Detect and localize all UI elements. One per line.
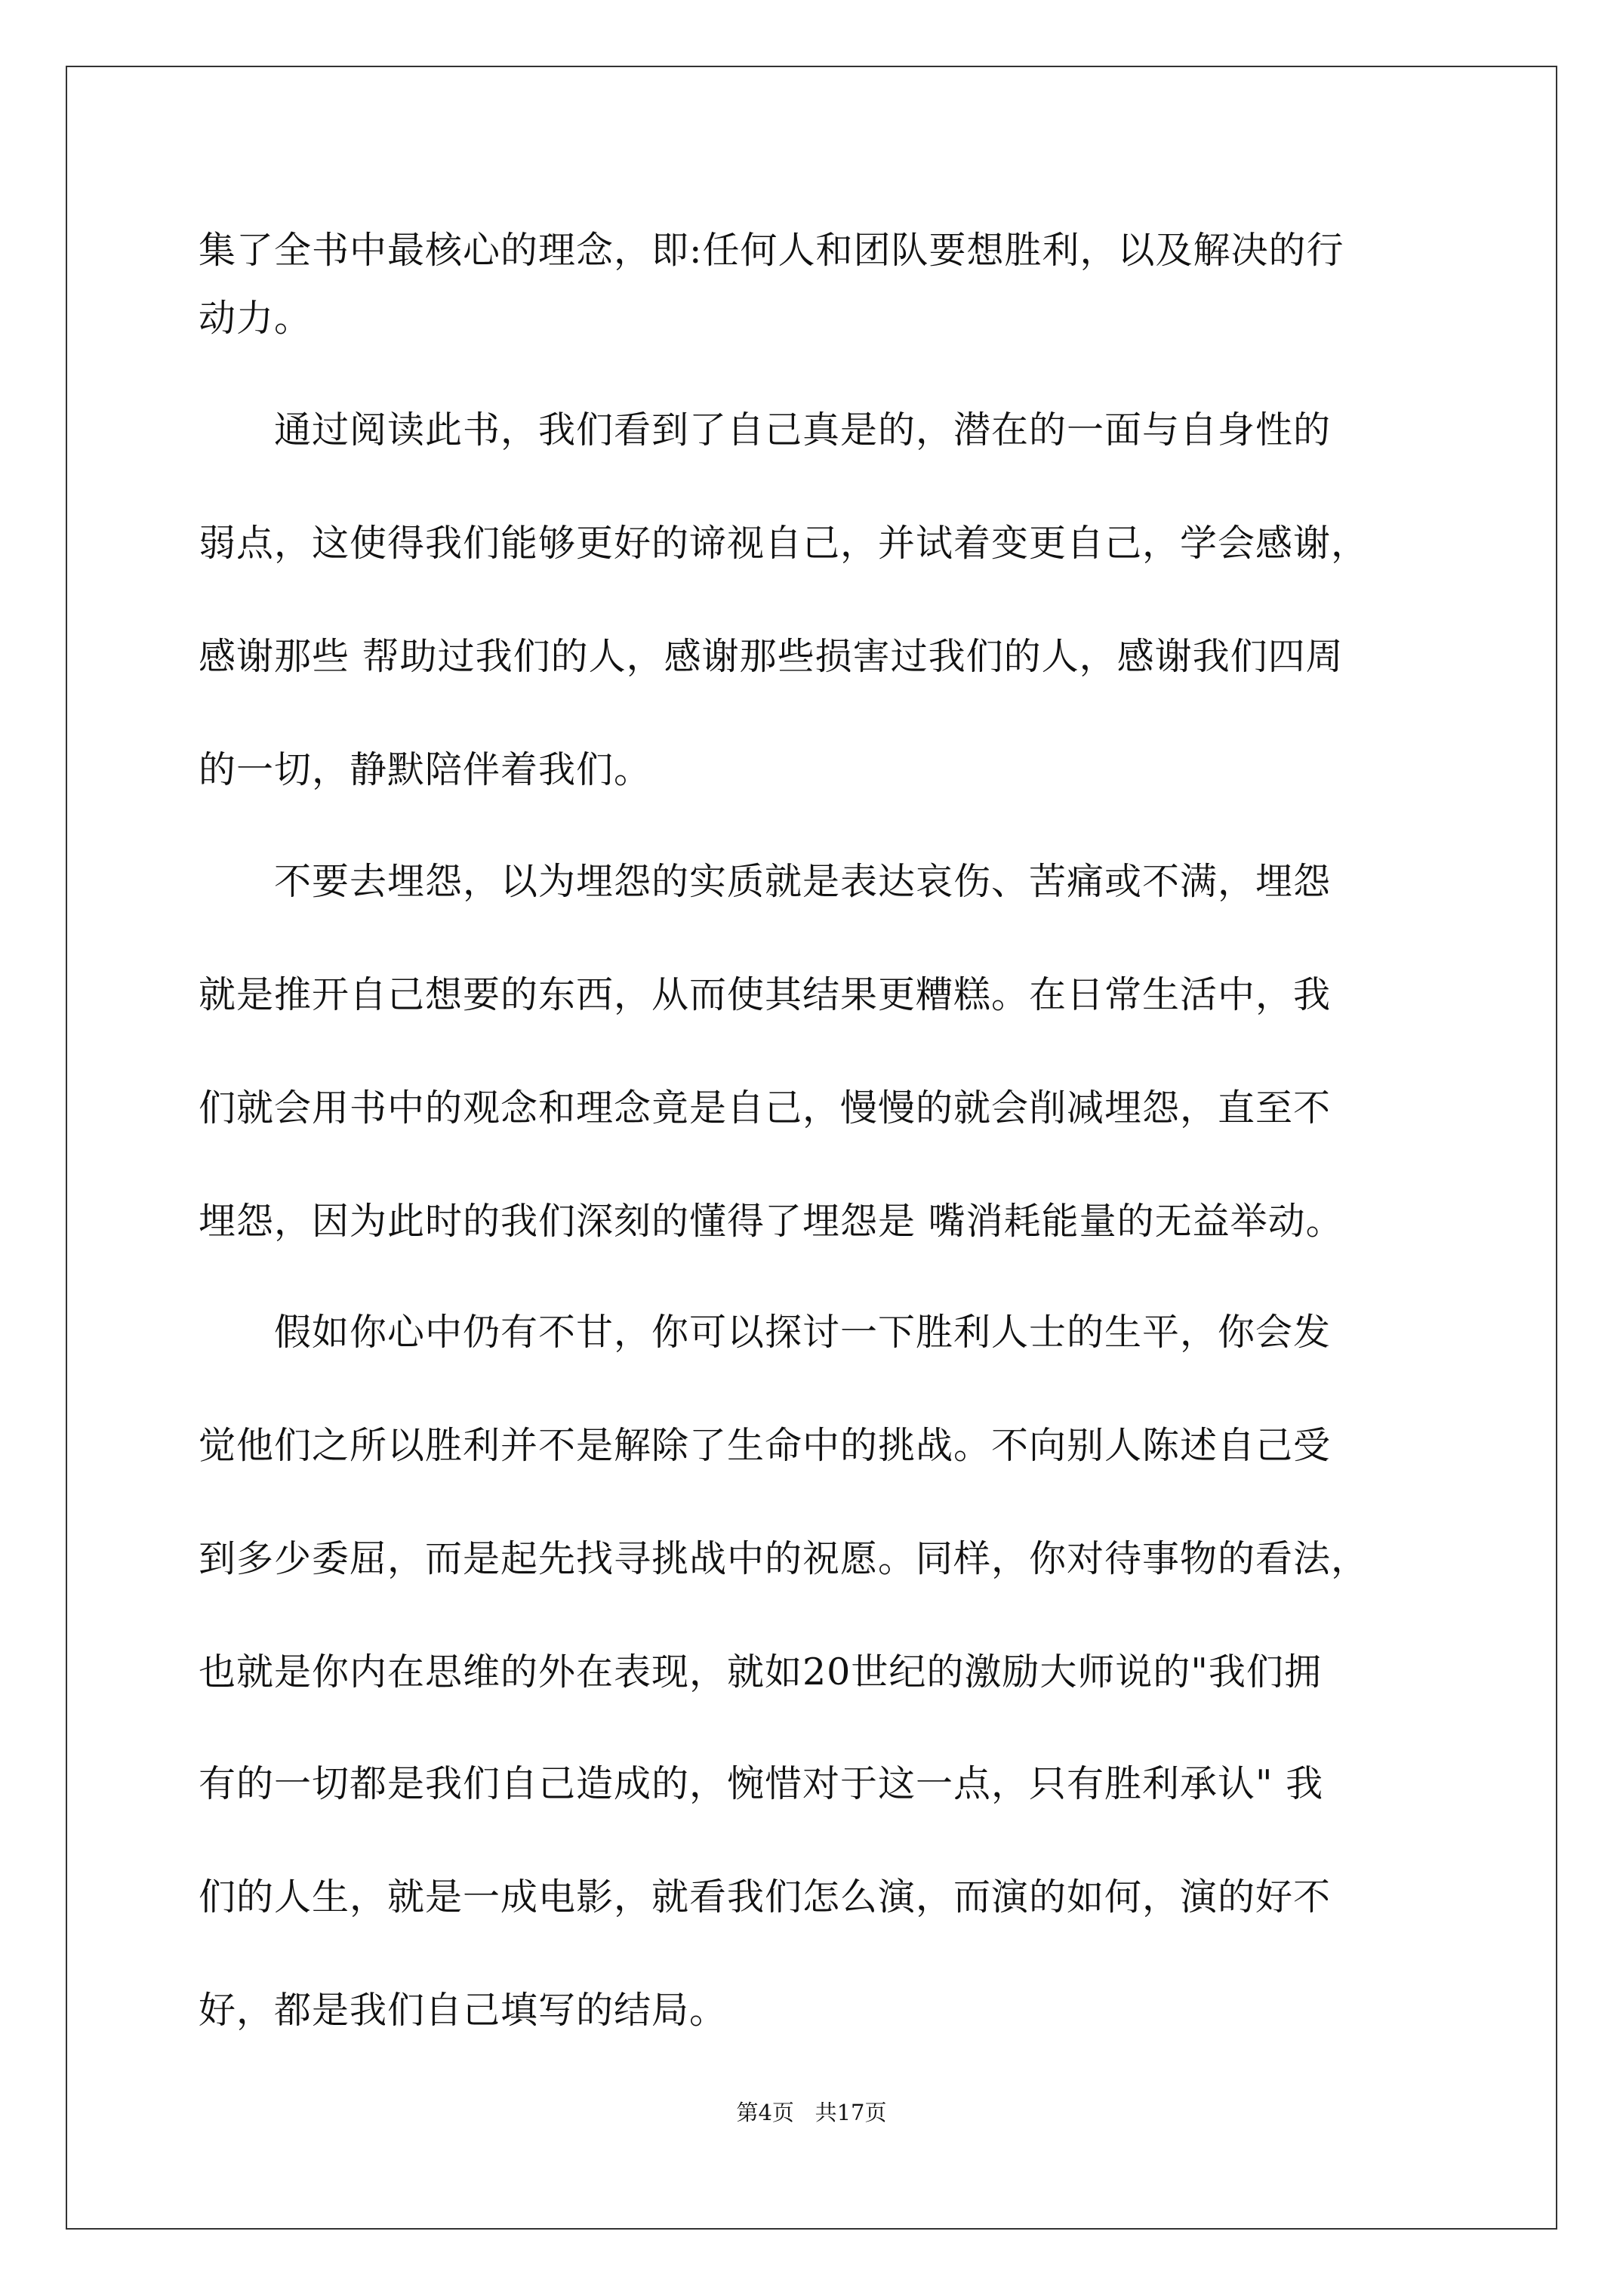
- text-line: 们的人生，就是一成电影，就看我们怎么演，而演的如何，演的好不: [199, 1875, 1332, 1918]
- text-line: 就是推开自己想要的东西，从而使其结果更糟糕。在日常生活中，我: [199, 973, 1332, 1016]
- text-line: 感谢那些 帮助过我们的人，感谢那些损害过我们的人，感谢我们四周: [199, 635, 1344, 678]
- text-line: 好，都是我们自己填写的结局。: [199, 1989, 728, 2032]
- text-line: 动力。: [199, 297, 313, 340]
- text-line: 弱点，这使得我们能够更好的谛视自己，并试着变更自己，学会感谢，: [199, 522, 1369, 565]
- text-line: 觉他们之所以胜利并不是解除了生命中的挑战。不向别人陈述自己受: [199, 1424, 1332, 1467]
- text-line: 集了全书中最核心的理念，即:任何人和团队要想胜利，以及解决的行: [199, 229, 1344, 272]
- text-line: 们就会用书中的观念和理念竟是自己，慢慢的就会削减埋怨，直至不: [199, 1086, 1332, 1130]
- text-line: 埋怨，因为此时的我们深刻的懂得了埋怨是 嘴消耗能量的无益举动。: [199, 1200, 1344, 1243]
- page-number-footer: 第4页 共17页: [736, 2100, 887, 2125]
- text-line: 不要去埋怨，以为埋怨的实质就是表达哀伤、苦痛或不满，埋怨: [199, 860, 1332, 903]
- text-line: 的一切，静默陪伴着我们。: [199, 748, 652, 791]
- text-line: 到多少委屈，而是起先找寻挑战中的祝愿。同样，你对待事物的看法，: [199, 1537, 1369, 1580]
- text-line: 假如你心中仍有不甘，你可以探讨一下胜利人士的生平，你会发: [199, 1311, 1332, 1354]
- text-line: 通过阅读此书，我们看到了自己真是的，潜在的一面与自身性的: [199, 408, 1332, 451]
- text-line: 也就是你内在思维的外在表现，就如20世纪的激励大师说的"我们拥: [199, 1650, 1322, 1693]
- text-line: 有的一切都是我们自己造成的，惋惜对于这一点，只有胜利承认" 我: [199, 1762, 1324, 1805]
